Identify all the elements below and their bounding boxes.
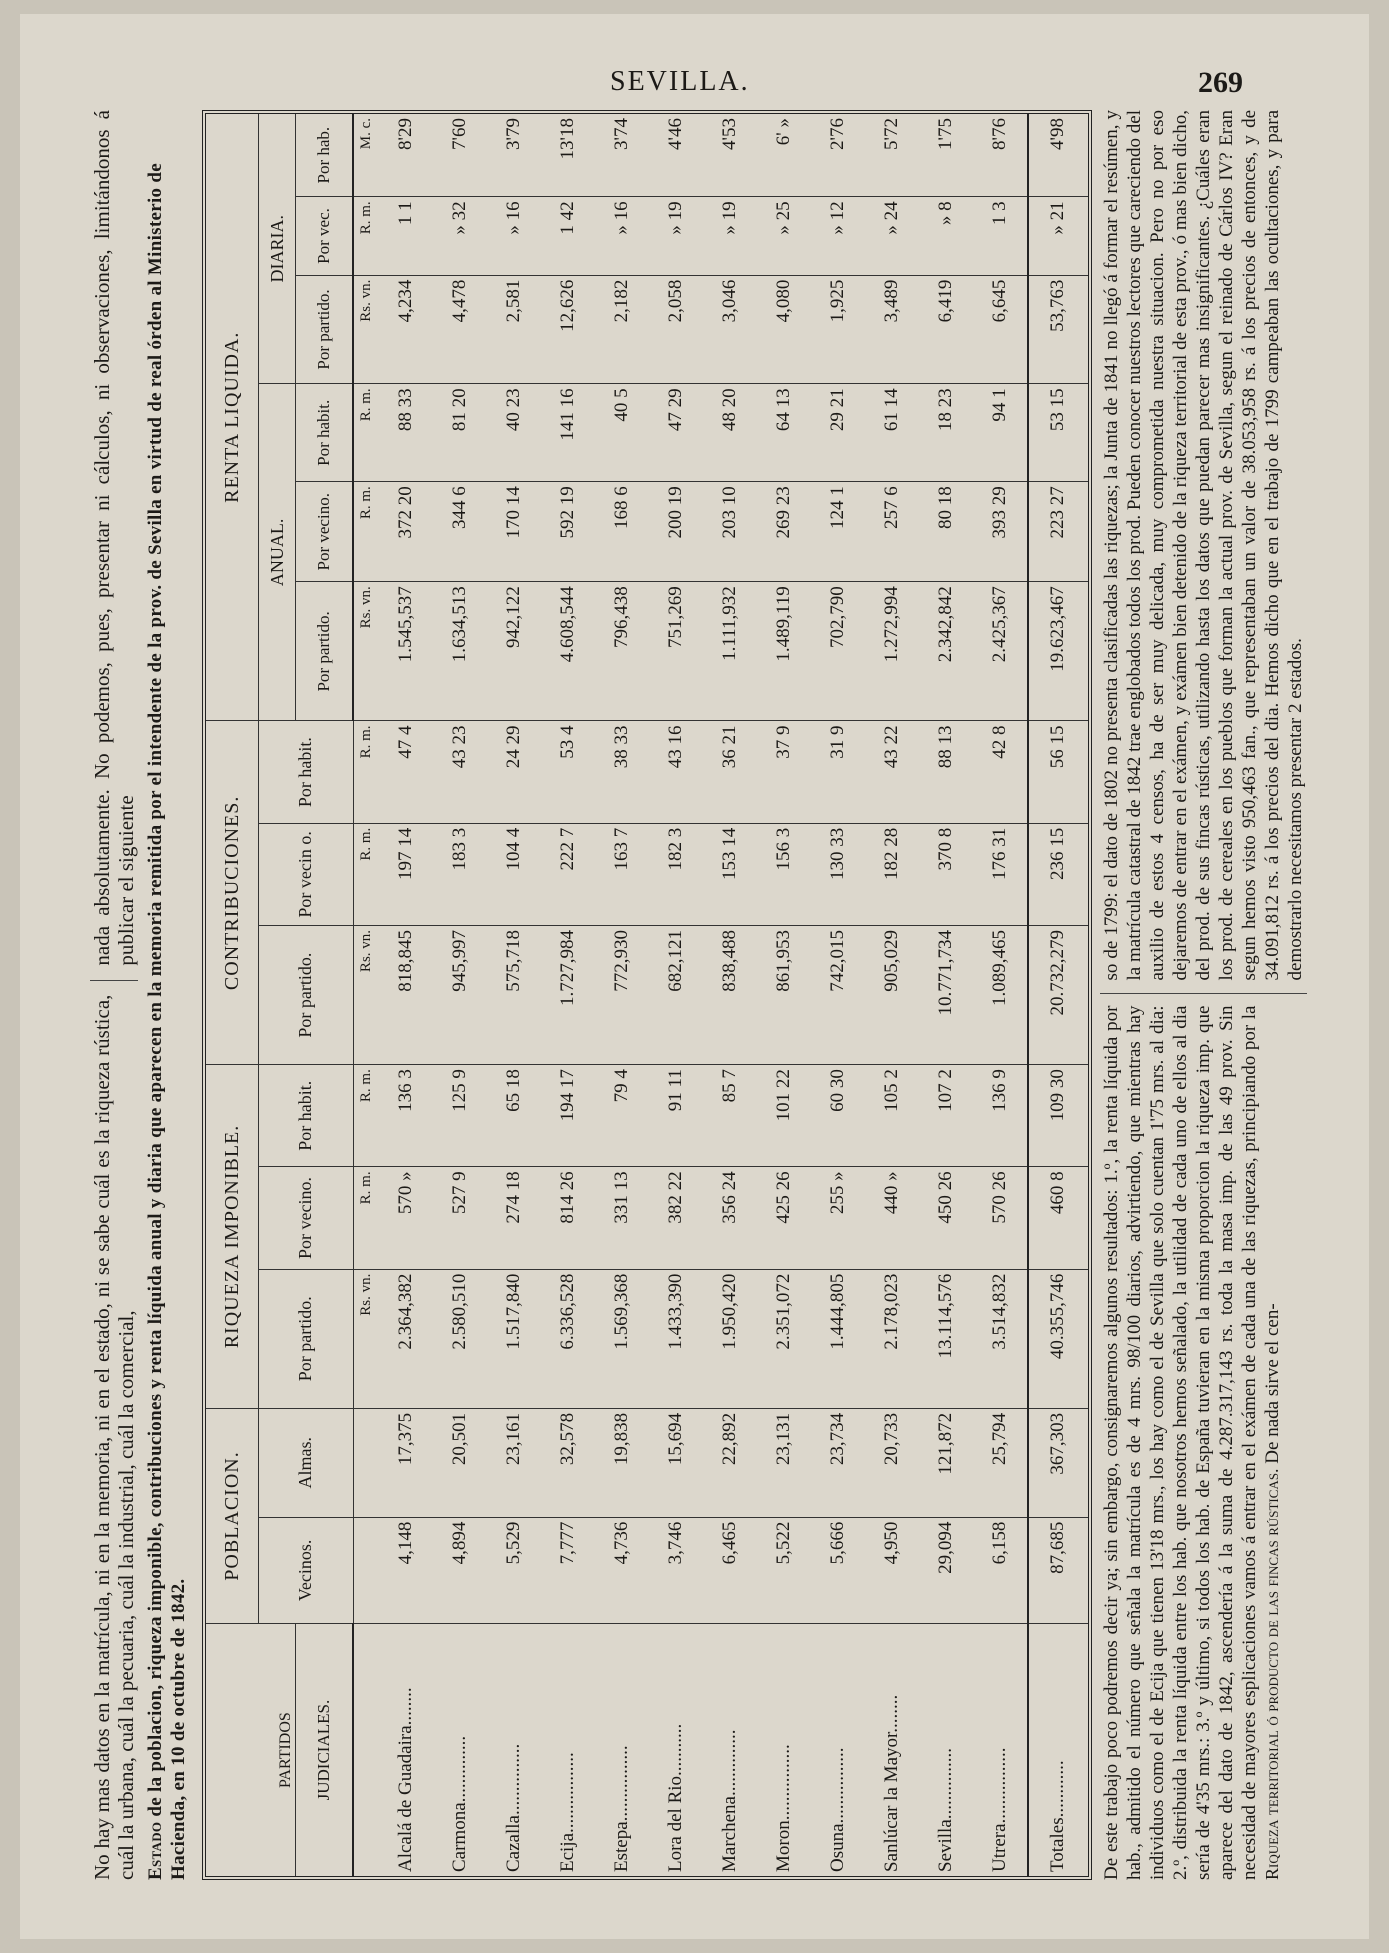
cell-anual-habit: 53 15 — [1028, 384, 1088, 482]
cell-almas: 32,578 — [541, 1408, 595, 1517]
cell-vecinos: 5,529 — [487, 1517, 541, 1624]
cell-riq-habit: 105 2 — [865, 1065, 919, 1167]
cell-diaria-partido: 2,058 — [649, 275, 703, 384]
cell-riq-vecino: 425 26 — [757, 1167, 811, 1269]
cell-anual-vecino: 170 14 — [487, 482, 541, 582]
table-row — [865, 114, 919, 1876]
unit-rsvn: Rs. vn. — [353, 275, 379, 384]
cell-riq-habit: 91 11 — [649, 1065, 703, 1167]
header-anual-partido: Por partido. — [296, 582, 354, 721]
unit-rm: R. m. — [353, 384, 379, 482]
cell-diaria-hab: 1'75 — [919, 114, 973, 197]
cell-diaria-hab: 8'29 — [379, 114, 433, 197]
cell-anual-vecino: 372 20 — [379, 482, 433, 582]
cell-riq-vecino: 331 13 — [595, 1167, 649, 1269]
cell-vecinos: 7,777 — [541, 1517, 595, 1624]
header-partidos-small: PARTIDOS — [277, 1712, 294, 1788]
cell-almas: 22,892 — [703, 1408, 757, 1517]
cell-diaria-hab: 3'79 — [487, 114, 541, 197]
cell-con-habit: 38 33 — [595, 721, 649, 823]
partido-name: Carmona.............. — [448, 1735, 470, 1872]
cell-con-vecino: 370 8 — [919, 823, 973, 925]
cell-diaria-vec: » 8 — [919, 197, 973, 275]
cell-riq-vecino: 356 24 — [703, 1167, 757, 1269]
cell-riq-habit: 107 2 — [919, 1065, 973, 1167]
cell-con-habit: 31 9 — [811, 721, 865, 823]
cell-riq-partido: 1.569,368 — [595, 1269, 649, 1408]
cell-anual-partido: 1.634,513 — [433, 582, 487, 721]
unit-rsvn: Rs. vn. — [353, 1269, 379, 1408]
cell-anual-partido: 796,438 — [595, 582, 649, 721]
cell-vecinos: 4,950 — [865, 1517, 919, 1624]
header-con-habit: Por habit. — [259, 721, 354, 823]
cell-almas: 23,734 — [811, 1408, 865, 1517]
header-riq-vecino: Por vecino. — [259, 1167, 354, 1269]
unit-rsvn: Rs. vn. — [353, 582, 379, 721]
cell-diaria-hab: 4'53 — [703, 114, 757, 197]
cell-diaria-partido: 4,478 — [433, 275, 487, 384]
table-row — [757, 114, 811, 1876]
cell-diaria-vec: 1 1 — [379, 197, 433, 275]
cell-anual-partido: 942,122 — [487, 582, 541, 721]
cell-anual-habit: 18 23 — [919, 384, 973, 482]
header-poblacion: POBLACION. — [206, 1408, 259, 1623]
cell-riq-partido: 2.351,072 — [757, 1269, 811, 1408]
cell-diaria-hab: 6' » — [757, 114, 811, 197]
table-row — [703, 114, 757, 1876]
cell-anual-habit: 40 23 — [487, 384, 541, 482]
header-vecinos: Vecinos. — [259, 1517, 354, 1624]
cell-anual-vecino: 393 29 — [973, 482, 1028, 582]
cell-anual-habit: 61 14 — [865, 384, 919, 482]
cell-con-habit: 43 16 — [649, 721, 703, 823]
cell-riq-habit: 136 9 — [973, 1065, 1028, 1167]
cell-anual-habit: 64 13 — [757, 384, 811, 482]
partido-name: Lora del Rio........... — [664, 1723, 686, 1872]
table-row — [433, 114, 487, 1876]
cell-almas: 17,375 — [379, 1408, 433, 1517]
cell-con-vecino: 130 33 — [811, 823, 865, 925]
cell-con-vecino: 163 7 — [595, 823, 649, 925]
lower-left-text: De este trabajo poco podremos decir ya; sin embargo, consignaremos algunos resultados: 1.º, la renta líquida por hab., admitido el número que señala la matrícula es de 4 mrs. 98/100 diarios, advirtiendo, que mientras hay individuos como el de Ecija que tienen 13'18 mrs., los hay como el de Sevilla que solo cuentan 1'75 mrs. al dia: 2.º, distribuida la renta líquida entre los hab. que nosotros hemos señalado, la utilidad de cada uno de ellos al dia sería de 4'35 mrs.: 3.º y último, si todos los hab. de España tuvieran en la misma proporcion la riqueza imp. que aparece del dato de 1842, ascendería á la suma de 4.287.317,143 rs. toda la masa imp. de las 49 prov. Sin necesidad de mayores esplicaciones vamos á entrar en el exámen de cada una de las riquezas, principiando por la — [1101, 1005, 1260, 1880]
cell-con-vecino: 153 14 — [703, 823, 757, 925]
cell-riq-vecino: 450 26 — [919, 1167, 973, 1269]
cell-riq-habit: 101 22 — [757, 1065, 811, 1167]
cell-almas: 121,872 — [919, 1408, 973, 1517]
partido-name: Marchena.............. — [718, 1729, 740, 1872]
cell-con-vecino: 236 15 — [1028, 823, 1088, 925]
cell-diaria-partido: 6,645 — [973, 275, 1028, 384]
partido-name: Sanlúcar la Mayor........ — [880, 1694, 902, 1872]
cell-anual-partido: 2.342,842 — [919, 582, 973, 721]
cell-riq-partido: 1.433,390 — [649, 1269, 703, 1408]
table-row — [649, 114, 703, 1876]
cell-diaria-hab: 5'72 — [865, 114, 919, 197]
table-row — [595, 114, 649, 1876]
cell-vecinos: 4,148 — [379, 1517, 433, 1624]
cell-riq-vecino: 570 26 — [973, 1167, 1028, 1269]
cell-anual-partido: 4.608,544 — [541, 582, 595, 721]
cell-anual-vecino: 269 23 — [757, 482, 811, 582]
unit-mc: M. c. — [353, 114, 379, 197]
cell-con-partido: 10.771,734 — [919, 925, 973, 1064]
cell-diaria-hab: 7'60 — [433, 114, 487, 197]
cell-diaria-partido: 12,626 — [541, 275, 595, 384]
unit-rm: R. m. — [353, 197, 379, 275]
cell-con-habit: 43 23 — [433, 721, 487, 823]
cell-riq-partido: 6.336,528 — [541, 1269, 595, 1408]
cell-vecinos: 4,736 — [595, 1517, 649, 1624]
cell-anual-vecino: 168 6 — [595, 482, 649, 582]
cell-vecinos: 29,094 — [919, 1517, 973, 1624]
cell-diaria-partido: 53,763 — [1028, 275, 1088, 384]
cell-diaria-partido: 6,419 — [919, 275, 973, 384]
cell-con-partido: 861,953 — [757, 925, 811, 1064]
table-row — [919, 114, 973, 1876]
cell-riq-partido: 1.517,840 — [487, 1269, 541, 1408]
table-caption — [144, 110, 190, 1880]
cell-riq-habit: 85 7 — [703, 1065, 757, 1167]
cell-vecinos: 4,894 — [433, 1517, 487, 1624]
cell-diaria-partido: 2,182 — [595, 275, 649, 384]
cell-vecinos: 5,666 — [811, 1517, 865, 1624]
table-body — [353, 114, 1088, 1876]
cell-anual-vecino: 223 27 — [1028, 482, 1088, 582]
cell-diaria-vec: » 19 — [649, 197, 703, 275]
cell-anual-partido: 19.623,467 — [1028, 582, 1088, 721]
cell-anual-partido: 1.111,932 — [703, 582, 757, 721]
cell-riq-habit: 136 3 — [379, 1065, 433, 1167]
cell-con-partido: 20.732,279 — [1028, 925, 1088, 1064]
cell-con-habit: 88 13 — [919, 721, 973, 823]
cell-con-vecino: 176 31 — [973, 823, 1028, 925]
cell-riq-habit: 194 17 — [541, 1065, 595, 1167]
table-row — [379, 114, 433, 1876]
header-con-vecino: Por vecin o. — [259, 823, 354, 925]
intro-text — [90, 110, 138, 1880]
lower-text — [1100, 110, 1307, 1880]
cell-con-partido: 838,488 — [703, 925, 757, 1064]
unit-rsvn: Rs. vn. — [353, 925, 379, 1064]
cell-con-partido: 905,029 — [865, 925, 919, 1064]
header-riq-partido: Por partido. — [259, 1269, 354, 1408]
running-head — [0, 62, 1389, 102]
cell-diaria-vec: » 32 — [433, 197, 487, 275]
cell-riq-habit: 79 4 — [595, 1065, 649, 1167]
cell-diaria-hab: 3'74 — [595, 114, 649, 197]
cell-con-partido: 682,121 — [649, 925, 703, 1064]
cell-con-partido: 1.089,465 — [973, 925, 1028, 1064]
lower-left-heading: Riqueza territorial ó producto de las fincas rústicas. — [1262, 1468, 1282, 1880]
partido-name: Utrera................ — [988, 1747, 1010, 1872]
cell-con-habit: 24 29 — [487, 721, 541, 823]
table-row — [811, 114, 865, 1876]
cell-almas: 23,131 — [757, 1408, 811, 1517]
cell-diaria-vec: » 24 — [865, 197, 919, 275]
cell-diaria-vec: » 21 — [1028, 197, 1088, 275]
cell-riq-vecino: 527 9 — [433, 1167, 487, 1269]
partido-name: Estepa................ — [610, 1745, 632, 1872]
unit-rm: R. m. — [353, 482, 379, 582]
cell-riq-vecino: 255 » — [811, 1167, 865, 1269]
cell-diaria-vec: » 12 — [811, 197, 865, 275]
cell-con-partido: 742,015 — [811, 925, 865, 1064]
cell-diaria-vec: » 19 — [703, 197, 757, 275]
cell-riq-vecino: 440 » — [865, 1167, 919, 1269]
header-judiciales: JUDICIALES. — [296, 1624, 354, 1876]
cell-riq-partido: 2.580,510 — [433, 1269, 487, 1408]
cell-riq-habit: 109 30 — [1028, 1065, 1088, 1167]
cell-con-vecino: 182 28 — [865, 823, 919, 925]
cell-anual-partido: 702,790 — [811, 582, 865, 721]
cell-anual-partido: 751,269 — [649, 582, 703, 721]
page-number: 269 — [1198, 66, 1243, 99]
cell-anual-vecino: 124 1 — [811, 482, 865, 582]
cell-riq-habit: 60 30 — [811, 1065, 865, 1167]
partido-name: Totales............ — [1028, 1624, 1088, 1876]
header-con-partido: Por partido. — [259, 925, 354, 1064]
caption-text: de la poblacion, riqueza imponible, contribuciones y renta líquida anual y diaria que aparecen en la memoria remitida por el intendente de la prov. de Sevilla en virtud de real órden al Ministerio de Hacienda, en 10 de octubre de 1842. — [145, 163, 189, 1880]
cell-con-partido: 945,997 — [433, 925, 487, 1064]
partido-name: Osuna................ — [826, 1747, 848, 1872]
cell-diaria-partido: 3,489 — [865, 275, 919, 384]
intro-right: nada absolutamente. No podemos, pues, presentar ni cálculos, ni observaciones, limitándonos á publicar el siguiente — [90, 110, 138, 966]
cell-con-vecino: 156 3 — [757, 823, 811, 925]
cell-almas: 367,303 — [1028, 1408, 1088, 1517]
partido-name: Alcalá de Guadaira........ — [394, 1687, 416, 1872]
header-anual-vecino: Por vecino. — [296, 482, 354, 582]
cell-anual-habit: 47 29 — [649, 384, 703, 482]
cell-diaria-vec: » 25 — [757, 197, 811, 275]
cell-diaria-hab: 2'76 — [811, 114, 865, 197]
cell-riq-vecino: 274 18 — [487, 1167, 541, 1269]
lower-left-end: De nada sirve el cen- — [1262, 1303, 1283, 1464]
cell-vecinos: 5,522 — [757, 1517, 811, 1624]
partido-name: Moron................ — [772, 1744, 794, 1872]
cell-riq-partido: 3.514,832 — [973, 1269, 1028, 1408]
cell-riq-vecino: 570 » — [379, 1167, 433, 1269]
units-row — [353, 114, 379, 1876]
header-riq-habit: Por habit. — [259, 1065, 354, 1167]
partido-name: Cazalla............... — [502, 1743, 524, 1872]
cell-con-partido: 575,718 — [487, 925, 541, 1064]
unit-rm: R. m. — [353, 1167, 379, 1269]
cell-anual-habit: 48 20 — [703, 384, 757, 482]
cell-con-vecino: 197 14 — [379, 823, 433, 925]
cell-riq-habit: 65 18 — [487, 1065, 541, 1167]
cell-diaria-partido: 1,925 — [811, 275, 865, 384]
header-renta: RENTA LIQUIDA. — [206, 114, 259, 721]
cell-anual-vecino: 80 18 — [919, 482, 973, 582]
header-partidos — [206, 1624, 296, 1876]
cell-con-habit: 43 22 — [865, 721, 919, 823]
lower-right-paragraph: so de 1799: el dato de 1802 no presenta clasificadas las riquezas; la Junta de 1841 no llegó á formar el resúmen, y la matrícula catastral de 1842 trae englobados todos los prod. Pueden conocer nuestros lectores que careciendo del auxilio de estos 4 censos, ha de ser muy delicada, muy comprometida nuestra situacion. Pero no por eso dejaremos de entrar en el exámen, y exámen bien detenido de la riqueza territorial de esta prov., ó mas bien dicho, del prod. de sus fincas rústicas, utilizando hasta los datos que puedan parecer mas insignificantes. ¿Cuáles eran los prod. de cereales en los pueblos que forman la actual prov. de Sevilla, segun el reinado de Cárlos IV? Eran segun hemos visto 950,463 fan., que representaban un valor de 38.053,958 rs. á los precios de entonces, y de 34.091,812 rs. á los precios del dia. Hemos dicho que en el trabajo de 1799 campeaban las ocultaciones, y para demostrarlo necesitamos presentar 2 estados. — [1101, 110, 1306, 981]
cell-riq-partido: 2.178,023 — [865, 1269, 919, 1408]
cell-diaria-hab: 4'98 — [1028, 114, 1088, 197]
cell-diaria-hab: 13'18 — [541, 114, 595, 197]
cell-diaria-partido: 4,234 — [379, 275, 433, 384]
header-anual-habit: Por habit. — [296, 384, 354, 482]
cell-anual-habit: 40 5 — [595, 384, 649, 482]
cell-almas: 19,838 — [595, 1408, 649, 1517]
cell-riq-partido: 1.444,805 — [811, 1269, 865, 1408]
cell-con-vecino: 222 7 — [541, 823, 595, 925]
cell-almas: 23,161 — [487, 1408, 541, 1517]
header-almas: Almas. — [259, 1408, 354, 1517]
cell-anual-vecino: 592 19 — [541, 482, 595, 582]
cell-con-habit: 42 8 — [973, 721, 1028, 823]
cell-diaria-partido: 3,046 — [703, 275, 757, 384]
page-title: SEVILLA. — [610, 66, 750, 97]
cell-anual-vecino: 344 6 — [433, 482, 487, 582]
cell-vecinos: 87,685 — [1028, 1517, 1088, 1624]
cell-con-habit: 53 4 — [541, 721, 595, 823]
cell-anual-habit: 81 20 — [433, 384, 487, 482]
cell-riq-partido: 13.114,576 — [919, 1269, 973, 1408]
cell-diaria-hab: 8'76 — [973, 114, 1028, 197]
cell-vecinos: 6,158 — [973, 1517, 1028, 1624]
cell-diaria-partido: 2,581 — [487, 275, 541, 384]
cell-riq-vecino: 382 22 — [649, 1167, 703, 1269]
cell-anual-habit: 29 21 — [811, 384, 865, 482]
cell-anual-partido: 1.545,537 — [379, 582, 433, 721]
cell-riq-partido: 40.355,746 — [1028, 1269, 1088, 1408]
cell-diaria-partido: 4,080 — [757, 275, 811, 384]
cell-almas: 15,694 — [649, 1408, 703, 1517]
cell-anual-vecino: 200 19 — [649, 482, 703, 582]
cell-con-vecino: 104 4 — [487, 823, 541, 925]
cell-anual-partido: 1.272,994 — [865, 582, 919, 721]
cell-anual-habit: 88 33 — [379, 384, 433, 482]
table-row — [487, 114, 541, 1876]
cell-con-vecino: 182 3 — [649, 823, 703, 925]
rotated-content — [90, 110, 1306, 1880]
cell-anual-habit: 141 16 — [541, 384, 595, 482]
lower-left-paragraph — [1100, 1006, 1284, 1880]
cell-con-partido: 1.727,984 — [541, 925, 595, 1064]
header-diaria-hab: Por hab. — [296, 114, 354, 197]
cell-diaria-vec: » 16 — [595, 197, 649, 275]
header-diaria-vec: Por vec. — [296, 197, 354, 275]
cell-con-habit: 36 21 — [703, 721, 757, 823]
cell-almas: 20,501 — [433, 1408, 487, 1517]
partido-name: Sevilla............... — [934, 1747, 956, 1872]
cell-riq-vecino: 814 26 — [541, 1167, 595, 1269]
header-riqueza: RIQUEZA IMPONIBLE. — [206, 1065, 259, 1409]
cell-con-vecino: 183 3 — [433, 823, 487, 925]
cell-vecinos: 3,746 — [649, 1517, 703, 1624]
cell-anual-vecino: 203 10 — [703, 482, 757, 582]
cell-con-partido: 772,930 — [595, 925, 649, 1064]
cell-almas: 25,794 — [973, 1408, 1028, 1517]
cell-almas: 20,733 — [865, 1408, 919, 1517]
totals-row — [1028, 114, 1088, 1876]
cell-diaria-vec: » 16 — [487, 197, 541, 275]
caption-lead: Estado — [145, 1821, 166, 1880]
cell-diaria-vec: 1 42 — [541, 197, 595, 275]
cell-con-habit: 56 15 — [1028, 721, 1088, 823]
header-anual: ANUAL. — [259, 384, 296, 721]
table-row — [541, 114, 595, 1876]
cell-vecinos: 6,465 — [703, 1517, 757, 1624]
cell-anual-partido: 1.489,119 — [757, 582, 811, 721]
cell-anual-partido: 2.425,367 — [973, 582, 1028, 721]
unit-rm: R. m. — [353, 1065, 379, 1167]
partido-name: Ecija................. — [556, 1752, 578, 1872]
unit-rm: R. m. — [353, 823, 379, 925]
cell-diaria-hab: 4'46 — [649, 114, 703, 197]
header-diaria: DIARIA. — [259, 114, 296, 384]
cell-con-habit: 37 9 — [757, 721, 811, 823]
cell-diaria-vec: 1 3 — [973, 197, 1028, 275]
intro-left: No hay mas datos en la matrícula, ni en la memoria, ni en el estado, ni se sabe cuál es la riqueza rústica, cuál la urbana, cuál la pecuaria, cuál la industrial, cuál la comercial, — [90, 994, 138, 1880]
cell-anual-habit: 94 1 — [973, 384, 1028, 482]
cell-riq-partido: 2.364,382 — [379, 1269, 433, 1408]
unit-rm: R. m. — [353, 721, 379, 823]
table-row — [973, 114, 1028, 1876]
cell-riq-partido: 1.950,420 — [703, 1269, 757, 1408]
cell-riq-vecino: 460 8 — [1028, 1167, 1088, 1269]
cell-con-habit: 47 4 — [379, 721, 433, 823]
header-contribuciones: CONTRIBUCIONES. — [206, 721, 259, 1065]
cell-riq-habit: 125 9 — [433, 1065, 487, 1167]
cell-con-partido: 818,845 — [379, 925, 433, 1064]
cell-anual-vecino: 257 6 — [865, 482, 919, 582]
statistics-table — [202, 110, 1092, 1880]
header-diaria-partido: Por partido. — [296, 275, 354, 384]
